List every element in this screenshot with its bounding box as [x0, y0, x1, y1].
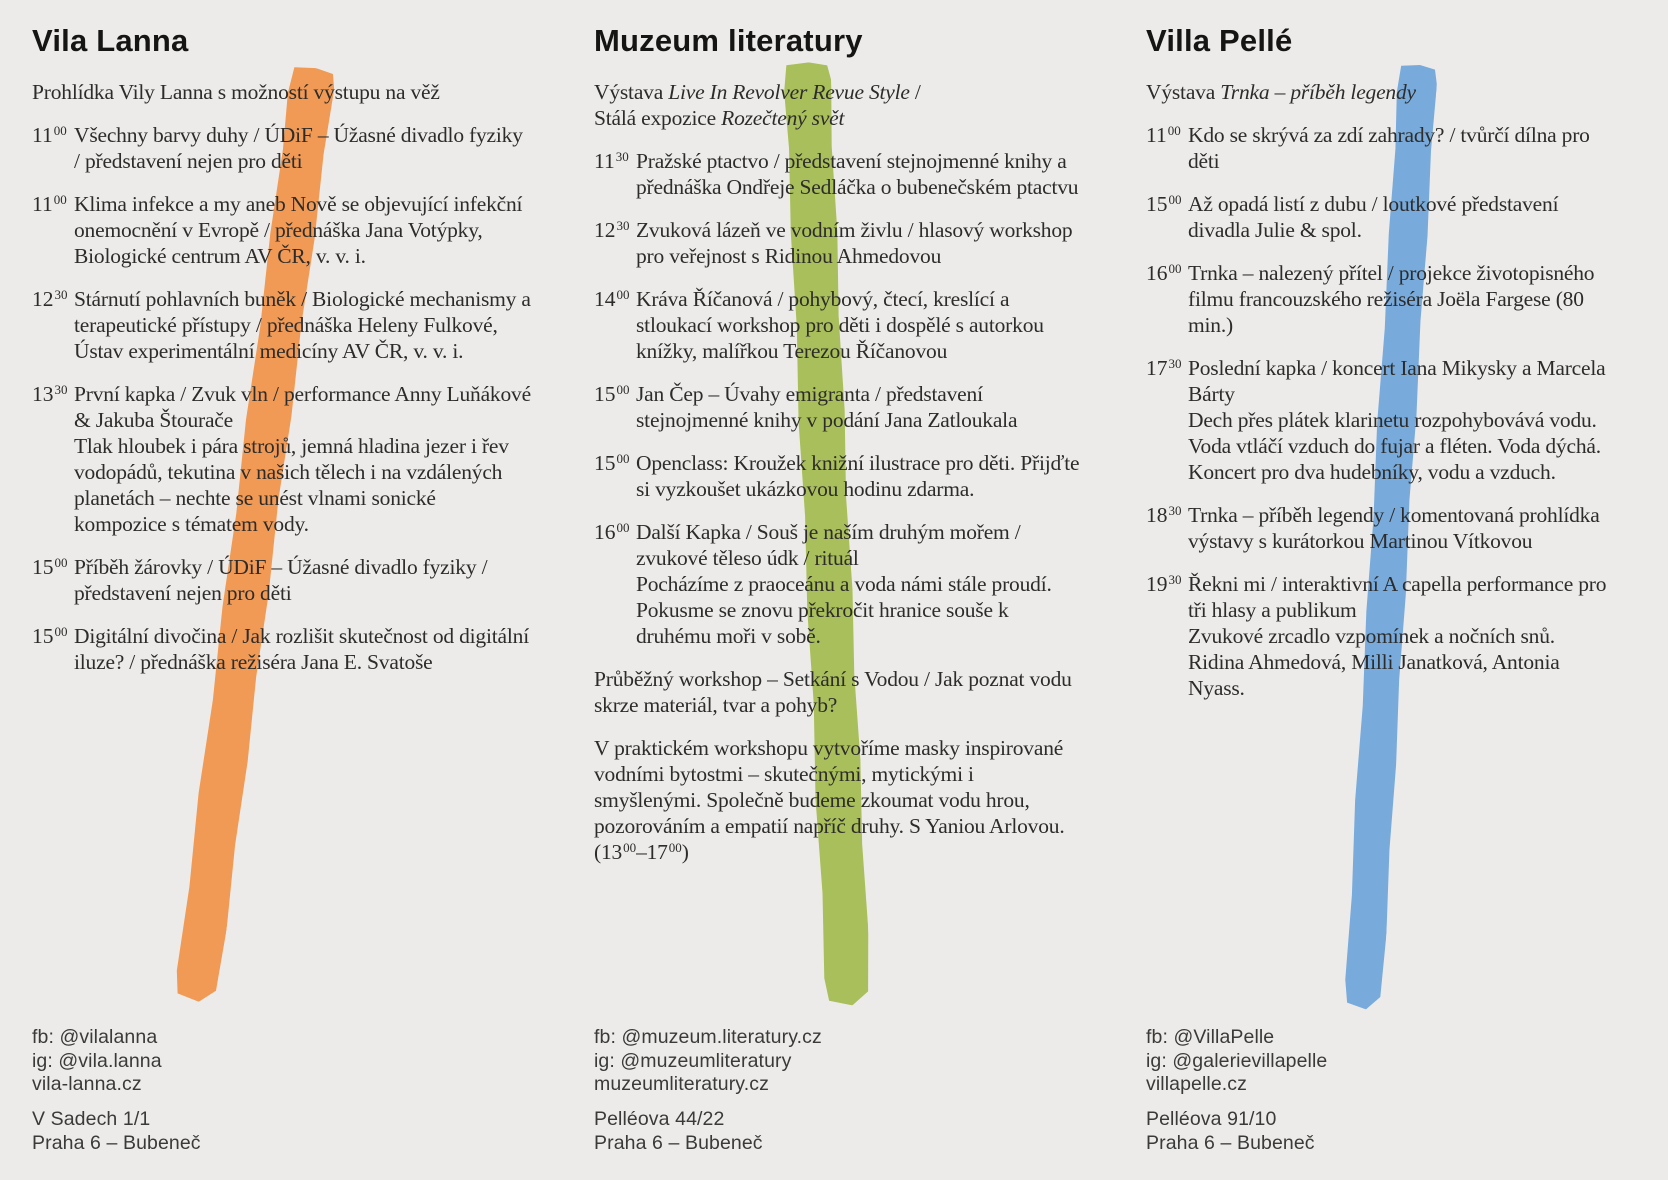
social-line: fb: @vilalanna [32, 1026, 158, 1048]
event-description [636, 148, 1080, 200]
event-hour: 15 [32, 624, 54, 648]
event-minutes: 00 [616, 286, 630, 302]
event-item [594, 381, 1080, 433]
event-time [594, 450, 636, 502]
event-minutes: 00 [54, 623, 68, 639]
event-minutes: 30 [54, 286, 68, 302]
event-minutes: 00 [54, 554, 68, 570]
event-item [1146, 355, 1616, 485]
venue-column-1 [32, 24, 532, 1180]
text-segment: Digitální divočina / Jak rozlišit skutečnost od digitální iluze? / přednáška režiséra Jana E. Svatoše [74, 624, 529, 674]
venue-address [1146, 1108, 1315, 1155]
event-description [636, 286, 1080, 364]
social-line: fb: @muzeum.literatury.cz [594, 1026, 822, 1048]
event-item [594, 450, 1080, 502]
text-segment: Pocházíme z praoceánu a voda námi stále proudí. Pokusme se znovu překročit hranice souše k druhému moři v sobě. [636, 572, 1052, 648]
text-segment: Stárnutí pohlavních buněk / Biologické mechanismy a terapeutické přístupy / přednáška Heleny Fulkové, Ústav experimentální medicíny AV ČR, v. v. i. [74, 287, 531, 363]
social-line: ig: @vila.lanna [32, 1049, 162, 1072]
text-segment: Rozečtený svět [721, 106, 845, 130]
event-time [1146, 260, 1188, 338]
text-segment: Dech přes plátek klarinetu rozpohybovává vodu. Voda vtláčí vzduch do fujar a fléten. Voda dýchá. Koncert pro dva hudebníky, vodu a vzduch. [1188, 408, 1601, 484]
event-description [1188, 571, 1616, 701]
event-item [594, 148, 1080, 200]
address-line: V Sadech 1/1 [32, 1108, 151, 1130]
event-item [32, 381, 532, 537]
social-links [32, 1026, 162, 1097]
text-segment: Openclass: Kroužek knižní ilustrace pro děti. Přijďte si vyzkoušet ukázkovou hodinu zdarma. [636, 451, 1080, 501]
address-line: Pelléova 44/22 [594, 1108, 725, 1130]
event-hour: 16 [594, 520, 616, 544]
address-line: Pelléova 91/10 [1146, 1108, 1277, 1130]
text-segment: –17 [636, 840, 668, 864]
text-segment: Výstava [594, 80, 669, 104]
event-time [594, 519, 636, 649]
event-minutes: 30 [1168, 355, 1182, 371]
venue-title: Muzeum literatury [594, 23, 863, 58]
event-item [32, 286, 532, 364]
event-minutes: 00 [1167, 122, 1181, 138]
text-segment: Další Kapka / Souš je naším druhým mořem / zvukové těleso údk / rituál [636, 520, 1021, 570]
event-time [32, 554, 74, 606]
text-segment: Prohlídka Vily Lanna s možností výstupu na věž [32, 80, 440, 104]
event-time [594, 217, 636, 269]
event-list [32, 122, 532, 675]
event-hour: 14 [594, 287, 616, 311]
event-time [1146, 122, 1188, 174]
event-minutes: 00 [1168, 260, 1182, 276]
event-list [594, 148, 1080, 649]
event-hour: 15 [32, 555, 54, 579]
event-hour: 11 [594, 149, 615, 173]
text-segment: Trnka – nalezený přítel / projekce životopisného filmu francouzského režiséra Joëla Fargese (80 min.) [1188, 261, 1595, 337]
venue-title: Vila Lanna [32, 23, 189, 58]
event-description [74, 554, 532, 606]
event-time [32, 122, 74, 174]
text-segment: / [909, 80, 921, 104]
social-line: villapelle.cz [1146, 1073, 1248, 1095]
event-time [1146, 191, 1188, 243]
social-line: fb: @VillaPelle [1146, 1026, 1275, 1048]
event-description [74, 122, 532, 174]
event-item [594, 217, 1080, 269]
text-segment: Pražské ptactvo / představení stejnojmenné knihy a přednáška Ondřeje Sedláčka o bubenečském ptactvu [636, 149, 1079, 199]
text-segment: První kapka / Zvuk vln / performance Anny Luňákové & Jakuba Štourače [74, 382, 531, 432]
superscript-minutes: 00 [623, 839, 637, 855]
text-segment: Trnka – příběh legendy [1220, 80, 1416, 104]
event-time [594, 148, 636, 200]
event-minutes: 30 [1168, 502, 1182, 518]
event-description [1188, 355, 1616, 485]
event-item [32, 554, 532, 606]
text-segment: Poslední kapka / koncert Iana Mikysky a Marcela Bárty [1188, 356, 1606, 406]
event-item [594, 286, 1080, 364]
event-time [1146, 502, 1188, 554]
venue-column-3 [1146, 24, 1616, 1180]
text-segment: Stálá expozice [594, 106, 722, 130]
event-item [594, 519, 1080, 649]
event-list [1146, 122, 1616, 701]
social-line: muzeumliteratury.cz [594, 1073, 769, 1095]
event-description [74, 286, 532, 364]
event-time [32, 623, 74, 675]
event-description [636, 381, 1080, 433]
social-links [1146, 1026, 1327, 1097]
event-hour: 12 [594, 218, 616, 242]
event-hour: 11 [1146, 123, 1167, 147]
event-minutes: 00 [53, 122, 67, 138]
event-description [74, 623, 532, 675]
venue-intro [1146, 79, 1616, 105]
social-line: ig: @galerievillapelle [1146, 1049, 1328, 1072]
event-time [1146, 571, 1188, 701]
event-minutes: 00 [616, 381, 630, 397]
venue-address [32, 1108, 201, 1155]
event-hour: 17 [1146, 356, 1168, 380]
event-minutes: 30 [1168, 571, 1182, 587]
event-item [32, 191, 532, 269]
event-description [636, 217, 1080, 269]
text-segment: Tlak hloubek i pára strojů, jemná hladina jezer i řev vodopádů, tekutina v našich tělech i na vzdálených planetách – nechte se unést vlnami sonické kompozice s tématem vody. [74, 434, 509, 536]
event-item [1146, 260, 1616, 338]
social-line: ig: @muzeumliteratury [594, 1049, 792, 1072]
text-segment: Řekni mi / interaktivní A capella performance pro tři hlasy a publikum [1188, 572, 1607, 622]
event-description [1188, 260, 1616, 338]
event-description [1188, 122, 1616, 174]
event-minutes: 30 [615, 148, 629, 164]
venue-intro [32, 79, 532, 105]
text-segment: Příběh žárovky / ÚDiF – Úžasné divadlo fyziky / představení nejen pro děti [74, 555, 488, 605]
text-segment: Kdo se skrývá za zdí zahrady? / tvůrčí dílna pro děti [1188, 123, 1590, 173]
event-time [594, 286, 636, 364]
event-hour: 19 [1146, 572, 1168, 596]
social-links [594, 1026, 822, 1097]
event-description [1188, 191, 1616, 243]
text-segment: Trnka – příběh legendy / komentovaná prohlídka výstavy s kurátorkou Martinou Vítkovou [1188, 503, 1600, 553]
event-hour: 12 [32, 287, 54, 311]
event-item [1146, 571, 1616, 701]
event-hour: 11 [32, 123, 53, 147]
text-segment: Výstava [1146, 80, 1221, 104]
event-hour: 11 [32, 192, 53, 216]
event-hour: 16 [1146, 261, 1168, 285]
text-segment: Live In Revolver Revue Style [668, 80, 910, 104]
address-line: Praha 6 – Bubeneč [32, 1131, 201, 1154]
venue-intro [594, 79, 1080, 131]
event-hour: 13 [32, 382, 54, 406]
text-segment: Klima infekce a my aneb Nově se objevující infekční onemocnění v Evropě / přednáška Jana Votýpky, Biologické centrum AV ČR, v. v. i. [74, 192, 523, 268]
venue-title: Villa Pellé [1146, 23, 1293, 58]
venue-address [594, 1108, 763, 1155]
text-segment: V praktickém workshopu vytvoříme masky inspirované vodními bytostmi – skutečnými, mytickými i smyšlenými. Společně budeme zkoumat vodu hrou, pozorováním a empatií napříč druhy. S Yaniou Arlovou. (13 [594, 736, 1065, 864]
address-line: Praha 6 – Bubeneč [1146, 1131, 1315, 1154]
event-time [594, 381, 636, 433]
event-item [32, 623, 532, 675]
event-hour: 15 [1146, 192, 1168, 216]
venue-column-2 [594, 24, 1080, 1180]
event-minutes: 30 [54, 381, 68, 397]
text-segment: Až opadá listí z dubu / loutkové představení divadla Julie & spol. [1188, 192, 1559, 242]
event-hour: 18 [1146, 503, 1168, 527]
event-minutes: 00 [616, 450, 630, 466]
event-item [32, 122, 532, 174]
event-hour: 15 [594, 451, 616, 475]
workshop-note [594, 666, 1080, 718]
superscript-minutes: 00 [668, 839, 682, 855]
text-segment: Průběžný workshop – Setkání s Vodou / Jak poznat vodu skrze materiál, tvar a pohyb? [594, 667, 1072, 717]
event-item [1146, 191, 1616, 243]
event-item [1146, 122, 1616, 174]
event-minutes: 00 [53, 191, 67, 207]
text-segment: Jan Čep – Úvahy emigranta / představení stejnojmenné knihy v podání Jana Zatloukala [636, 382, 1018, 432]
event-minutes: 00 [1168, 191, 1182, 207]
event-minutes: 00 [616, 519, 630, 535]
social-line: vila-lanna.cz [32, 1073, 142, 1095]
event-description [1188, 502, 1616, 554]
text-segment: Zvuková lázeň ve vodním živlu / hlasový workshop pro veřejnost s Ridinou Ahmedovou [636, 218, 1073, 268]
address-line: Praha 6 – Bubeneč [594, 1131, 763, 1154]
text-segment: ) [681, 840, 689, 864]
event-description [636, 519, 1080, 649]
text-segment: Kráva Říčanová / pohybový, čtecí, kreslící a stloukací workshop pro děti i dospělé s autorkou knížky, malířkou Terezou Říčanovou [636, 287, 1044, 363]
event-time [32, 381, 74, 537]
event-description [74, 191, 532, 269]
event-time [1146, 355, 1188, 485]
event-time [32, 191, 74, 269]
event-minutes: 30 [616, 217, 630, 233]
workshop-note [594, 735, 1080, 865]
text-segment: Zvukové zrcadlo vzpomínek a nočních snů. Ridina Ahmedová, Milli Janatková, Antonia Nyass. [1188, 624, 1560, 700]
event-item [1146, 502, 1616, 554]
event-description [636, 450, 1080, 502]
event-description [74, 381, 532, 537]
event-time [32, 286, 74, 364]
event-hour: 15 [594, 382, 616, 406]
text-segment: Všechny barvy duhy / ÚDiF – Úžasné divadlo fyziky / představení nejen pro děti [74, 123, 523, 173]
